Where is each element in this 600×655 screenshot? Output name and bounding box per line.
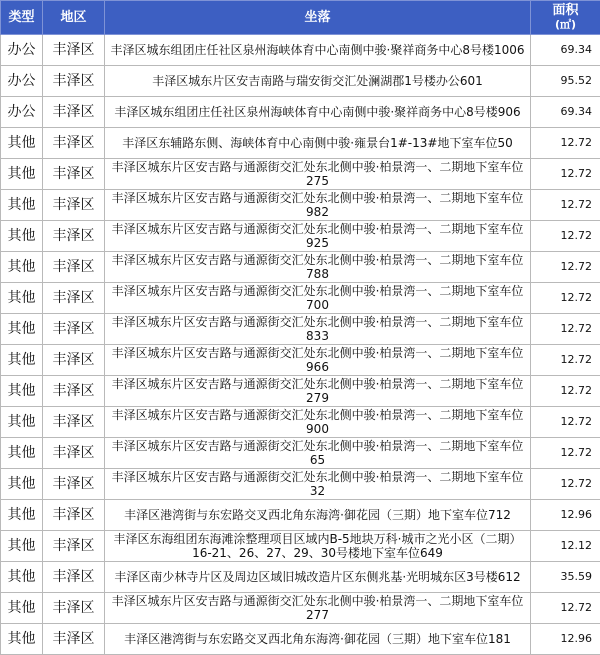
table-row	[1, 128, 600, 159]
cell-area: 丰泽区	[43, 128, 105, 159]
table-row	[1, 97, 600, 128]
cell-location: 丰泽区城东片区安吉路与通源街交汇处东北侧中骏·柏景湾一、二期地下室车位65	[105, 438, 531, 469]
cell-size: 12.72	[531, 407, 600, 438]
cell-size: 12.72	[531, 376, 600, 407]
cell-type: 其他	[1, 438, 43, 469]
cell-size: 12.72	[531, 252, 600, 283]
cell-area: 丰泽区	[43, 66, 105, 97]
cell-area: 丰泽区	[43, 593, 105, 624]
cell-location: 丰泽区城东片区安吉路与通源街交汇处东北侧中骏·柏景湾一、二期地下室车位900	[105, 407, 531, 438]
cell-type: 其他	[1, 469, 43, 500]
table-row	[1, 624, 600, 655]
table-row	[1, 221, 600, 252]
cell-size: 12.72	[531, 190, 600, 221]
cell-area: 丰泽区	[43, 283, 105, 314]
cell-area: 丰泽区	[43, 562, 105, 593]
cell-size: 12.72	[531, 128, 600, 159]
cell-type: 其他	[1, 128, 43, 159]
cell-location: 丰泽区港湾街与东宏路交叉西北角东海湾·御花园（三期）地下室车位712	[105, 500, 531, 531]
cell-type: 其他	[1, 624, 43, 655]
cell-area: 丰泽区	[43, 345, 105, 376]
cell-location: 丰泽区城东片区安吉路与通源街交汇处东北侧中骏·柏景湾一、二期地下室车位275	[105, 159, 531, 190]
cell-size: 69.34	[531, 35, 600, 66]
cell-type: 其他	[1, 500, 43, 531]
table-row	[1, 345, 600, 376]
cell-type: 其他	[1, 314, 43, 345]
cell-type: 办公	[1, 66, 43, 97]
header-location: 坐落	[105, 1, 531, 35]
cell-size: 12.72	[531, 314, 600, 345]
cell-area: 丰泽区	[43, 438, 105, 469]
cell-size: 69.34	[531, 97, 600, 128]
cell-area: 丰泽区	[43, 407, 105, 438]
cell-size: 12.72	[531, 469, 600, 500]
table-row	[1, 376, 600, 407]
cell-location: 丰泽区城东片区安吉路与通源街交汇处东北侧中骏·柏景湾一、二期地下室车位833	[105, 314, 531, 345]
header-size-unit: (㎡)	[554, 17, 577, 31]
cell-area: 丰泽区	[43, 376, 105, 407]
cell-area: 丰泽区	[43, 469, 105, 500]
cell-size: 35.59	[531, 562, 600, 593]
cell-size: 12.72	[531, 283, 600, 314]
table-row	[1, 469, 600, 500]
cell-location: 丰泽区城东组团庄任社区泉州海峡体育中心南侧中骏·聚祥商务中心8号楼906	[105, 97, 531, 128]
table-row	[1, 438, 600, 469]
cell-type: 办公	[1, 97, 43, 128]
cell-area: 丰泽区	[43, 531, 105, 562]
cell-size: 12.72	[531, 438, 600, 469]
cell-location: 丰泽区东辅路东侧、海峡体育中心南侧中骏·雍景台1#-13#地下室车位50	[105, 128, 531, 159]
table-row	[1, 252, 600, 283]
cell-type: 其他	[1, 562, 43, 593]
cell-type: 其他	[1, 531, 43, 562]
table-row	[1, 562, 600, 593]
cell-size: 12.12	[531, 531, 600, 562]
cell-size: 12.72	[531, 345, 600, 376]
cell-type: 其他	[1, 345, 43, 376]
cell-type: 其他	[1, 252, 43, 283]
cell-size: 12.72	[531, 159, 600, 190]
cell-type: 其他	[1, 283, 43, 314]
table-header-row	[1, 1, 600, 35]
cell-type: 其他	[1, 159, 43, 190]
cell-area: 丰泽区	[43, 159, 105, 190]
cell-area: 丰泽区	[43, 35, 105, 66]
cell-location: 丰泽区城东片区安吉路与通源街交汇处东北侧中骏·柏景湾一、二期地下室车位32	[105, 469, 531, 500]
cell-type: 其他	[1, 190, 43, 221]
cell-location: 丰泽区城东片区安吉南路与瑞安街交汇处澜湖郡1号楼办公601	[105, 66, 531, 97]
table-row	[1, 283, 600, 314]
cell-location: 丰泽区东海组团东海滩涂整理项目区域内B-5地块万科·城市之光小区（二期）16-21、26、27、29、30号楼地下室车位649	[105, 531, 531, 562]
cell-type: 其他	[1, 376, 43, 407]
cell-location: 丰泽区城东片区安吉路与通源街交汇处东北侧中骏·柏景湾一、二期地下室车位788	[105, 252, 531, 283]
table-row	[1, 407, 600, 438]
cell-location: 丰泽区城东片区安吉路与通源街交汇处东北侧中骏·柏景湾一、二期地下室车位982	[105, 190, 531, 221]
cell-type: 其他	[1, 593, 43, 624]
cell-location: 丰泽区城东片区安吉路与通源街交汇处东北侧中骏·柏景湾一、二期地下室车位925	[105, 221, 531, 252]
cell-location: 丰泽区城东组团庄任社区泉州海峡体育中心南侧中骏·聚祥商务中心8号楼1006	[105, 35, 531, 66]
cell-size: 95.52	[531, 66, 600, 97]
cell-type: 其他	[1, 221, 43, 252]
table-row	[1, 593, 600, 624]
header-type: 类型	[1, 1, 43, 35]
table-row	[1, 190, 600, 221]
cell-size: 12.96	[531, 624, 600, 655]
table-row	[1, 159, 600, 190]
table-row	[1, 66, 600, 97]
cell-area: 丰泽区	[43, 190, 105, 221]
cell-area: 丰泽区	[43, 500, 105, 531]
cell-location: 丰泽区城东片区安吉路与通源街交汇处东北侧中骏·柏景湾一、二期地下室车位277	[105, 593, 531, 624]
header-size	[531, 1, 600, 35]
cell-type: 其他	[1, 407, 43, 438]
header-size-label: 面积	[552, 2, 579, 18]
cell-location: 丰泽区南少林寺片区及周边区域旧城改造片区东侧兆基·光明城东区3号楼612	[105, 562, 531, 593]
cell-area: 丰泽区	[43, 624, 105, 655]
table-row	[1, 314, 600, 345]
cell-size: 12.72	[531, 221, 600, 252]
cell-size: 12.72	[531, 593, 600, 624]
table-row	[1, 531, 600, 562]
cell-location: 丰泽区城东片区安吉路与通源街交汇处东北侧中骏·柏景湾一、二期地下室车位279	[105, 376, 531, 407]
cell-area: 丰泽区	[43, 97, 105, 128]
cell-location: 丰泽区城东片区安吉路与通源街交汇处东北侧中骏·柏景湾一、二期地下室车位966	[105, 345, 531, 376]
cell-area: 丰泽区	[43, 314, 105, 345]
cell-area: 丰泽区	[43, 221, 105, 252]
table-row	[1, 35, 600, 66]
cell-area: 丰泽区	[43, 252, 105, 283]
cell-type: 办公	[1, 35, 43, 66]
table-row	[1, 500, 600, 531]
cell-location: 丰泽区城东片区安吉路与通源街交汇处东北侧中骏·柏景湾一、二期地下室车位700	[105, 283, 531, 314]
cell-size: 12.96	[531, 500, 600, 531]
cell-location: 丰泽区港湾街与东宏路交叉西北角东海湾·御花园（三期）地下室车位181	[105, 624, 531, 655]
header-area: 地区	[43, 1, 105, 35]
